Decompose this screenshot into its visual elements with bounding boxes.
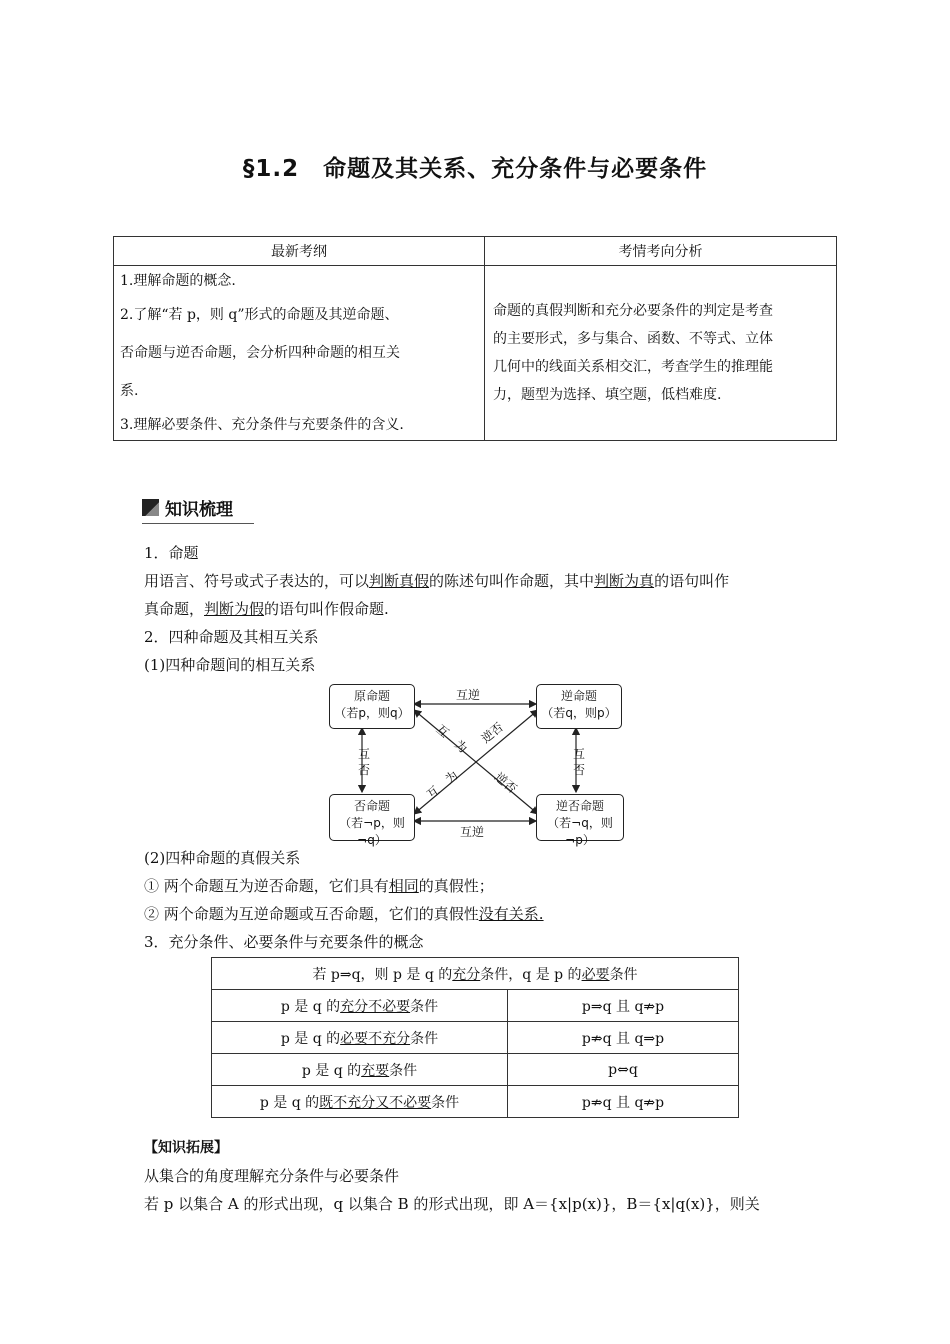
subheading-truth: (2)四种命题的真假关系 [144,849,301,867]
section-2-truth [144,844,824,956]
col-header-analysis: 考情考向分析 [485,237,837,266]
extension-line-2: 若 p 以集合 A 的形式出现，q 以集合 B 的形式出现，即 A＝{x|p(x)}，B＝{x|q(x)}，则关 [144,1195,760,1213]
extension-heading: 【知识拓展】 [144,1140,228,1156]
analysis-cell [485,266,837,441]
syllabus-line: 否命题与逆否命题，会分析四种命题的相互关 [120,345,400,361]
subheading-relations: (1)四种命题间的相互关系 [144,656,316,674]
label-inverse-left: 互 否 [358,747,371,777]
syllabus-cell [114,266,485,441]
knowledge-extension [144,1134,824,1218]
page-title: §1.2 命题及其关系、充分条件与必要条件 [242,156,708,182]
converse-proposition-box: 逆命题 （若q，则p） [536,684,622,729]
section-heading [142,495,254,524]
syllabus-line: 系. [120,383,139,399]
analysis-line: 几何中的线面关系相交汇，考查学生的推理能 [493,359,773,375]
syllabus-line: 1.理解命题的概念. [120,273,236,289]
definition-line-2: 真命题，判断为假的语句叫作假命题. [144,600,389,618]
table-row: p 是 q 的充分不必要条件 p⇒q 且 q⇏p [212,990,739,1022]
table-row: p 是 q 的充要条件 p⇔q [212,1054,739,1086]
syllabus-line: 3.理解必要条件、充分条件与充要条件的含义. [120,417,404,433]
label-diag-d: 逆否 [491,769,520,796]
analysis-line: 命题的真假判断和充分必要条件的判定是考查 [493,303,773,319]
truth-rule-1: ① 两个命题互为逆否命题，它们具有相同的真假性； [144,877,494,895]
label-diag-b: 逆否 [478,719,507,746]
definition-line-1: 用语言、符号或式子表达的，可以判断真假的陈述句叫作命题，其中判断为真的语句叫作 [144,572,730,590]
heading-propositions: 1．命题 [144,544,199,562]
analysis-line: 力，题型为选择、填空题，低档难度. [493,387,722,403]
label-diag-a: 互 为 [433,721,470,756]
table-row: p 是 q 的既不充分又不必要条件 p⇏q 且 q⇏p [212,1086,739,1118]
heading-conditions: 3．充分条件、必要条件与充要条件的概念 [144,933,424,951]
four-propositions-diagram [326,680,624,847]
syllabus-line: 2.了解“若 p，则 q”形式的命题及其逆命题、 [120,307,399,323]
truth-rule-2: ② 两个命题为互逆命题或互否命题，它们的真假性没有关系. [144,905,544,923]
contrapositive-box: 逆否命题 （若¬q，则¬p） [536,794,624,841]
conditions-header: 若 p⇒q，则 p 是 q 的充分条件，q 是 p 的必要条件 [212,958,739,990]
extension-line-1: 从集合的角度理解充分条件与必要条件 [144,1167,400,1185]
square-bullet-icon [142,499,159,516]
label-converse-bottom: 互逆 [460,825,485,839]
section-1 [144,539,824,679]
analysis-line: 的主要形式，多与集合、函数、不等式、立体 [493,331,773,347]
label-diag-c: 互 为 [424,767,461,802]
original-proposition-box: 原命题 （若p，则q） [329,684,415,729]
inverse-proposition-box: 否命题 （若¬p，则¬q） [329,794,415,841]
label-converse-top: 互逆 [456,688,481,702]
label-inverse-right: 互 否 [573,747,586,777]
table-row: p 是 q 的必要不充分条件 p⇏q 且 q⇒p [212,1022,739,1054]
syllabus-table [113,236,837,441]
heading-four-propositions: 2．四种命题及其相互关系 [144,628,319,646]
section-heading-text: 知识梳理 [165,500,233,520]
col-header-syllabus: 最新考纲 [114,237,485,266]
conditions-table [211,957,739,1118]
